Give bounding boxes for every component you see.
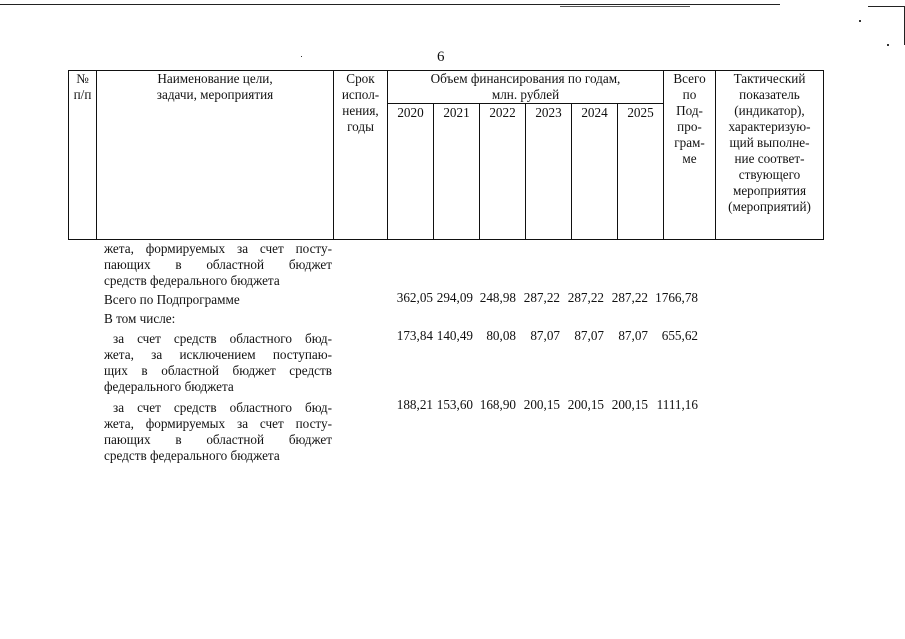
text-line: щих в областной бюджет средств: [104, 363, 332, 378]
value-cell: 248,98: [479, 290, 516, 305]
text-line: за счет средств областного бюд-: [113, 400, 332, 415]
value-cell: 87,07: [618, 328, 648, 343]
header-total: Всего по Под- про- грам- ме: [664, 71, 716, 240]
value-cell: 1111,16: [656, 397, 698, 412]
text-line: федерального бюджета: [104, 379, 234, 394]
value-cell: 200,15: [523, 397, 560, 412]
text-line: пающих в областной бюджет: [104, 432, 332, 447]
text-line: пающих в областной бюджет: [104, 257, 332, 272]
text-line: жета, формируемых за счет посту-: [104, 416, 332, 431]
federal-values: [392, 397, 698, 413]
value-cell: 80,08: [486, 328, 516, 343]
text-line: жета, за исключением поступаю-: [104, 347, 332, 362]
header-funding: Объем финансирования по годам, млн. рублей: [388, 71, 664, 104]
value-cell: 173,84: [396, 328, 433, 343]
header-year: 2023: [526, 104, 572, 240]
header-number: № п/п: [69, 71, 97, 240]
regional-row-text: [104, 331, 332, 395]
value-cell: 1766,78: [655, 290, 698, 305]
value-cell: 87,07: [530, 328, 560, 343]
scan-edge-line-secondary: [560, 6, 690, 7]
header-term: Срок испол- нения, годы: [334, 71, 388, 240]
value-cell: 188,21: [396, 397, 433, 412]
text-line: за счет средств областного бюд-: [113, 331, 332, 346]
value-cell: 287,22: [611, 290, 648, 305]
scan-speck: [301, 56, 302, 57]
text-line: средств федерального бюджета: [104, 448, 280, 463]
text-line: жета, формируемых за счет посту-: [104, 241, 332, 256]
value-cell: 140,49: [436, 328, 473, 343]
scan-edge-line: [0, 4, 780, 5]
header-year: 2020: [388, 104, 434, 240]
scan-speck: [859, 20, 861, 22]
regional-values: [392, 328, 698, 344]
federal-row-text: [104, 400, 332, 464]
text-line: средств федерального бюджета: [104, 273, 280, 288]
value-cell: 287,22: [567, 290, 604, 305]
financing-table-header: [68, 70, 824, 240]
value-cell: 200,15: [567, 397, 604, 412]
header-year: 2025: [618, 104, 664, 240]
value-cell: 168,90: [479, 397, 516, 412]
value-cell: 287,22: [523, 290, 560, 305]
value-cell: 153,60: [436, 397, 473, 412]
scan-corner-mark: [868, 6, 905, 45]
value-cell: 200,15: [611, 397, 648, 412]
scan-speck: [887, 44, 889, 46]
total-label: Всего по Подпрограмме: [104, 292, 240, 307]
header-year: 2022: [480, 104, 526, 240]
value-cell: 655,62: [661, 328, 698, 343]
continuation-text: [104, 241, 332, 289]
value-cell: 87,07: [574, 328, 604, 343]
header-name: Наименование цели, задачи, мероприятия: [97, 71, 334, 240]
header-year: 2024: [572, 104, 618, 240]
value-cell: 362,05: [396, 290, 433, 305]
header-indicator: Тактический показатель (индикатор), характеризую- щий выполне- ние соответ- ствующего мероприятия (мероприятий): [716, 71, 824, 240]
page-number: 6: [437, 49, 445, 65]
including-label: В том числе:: [104, 311, 176, 326]
total-values: [392, 290, 698, 306]
header-year: 2021: [434, 104, 480, 240]
value-cell: 294,09: [436, 290, 473, 305]
